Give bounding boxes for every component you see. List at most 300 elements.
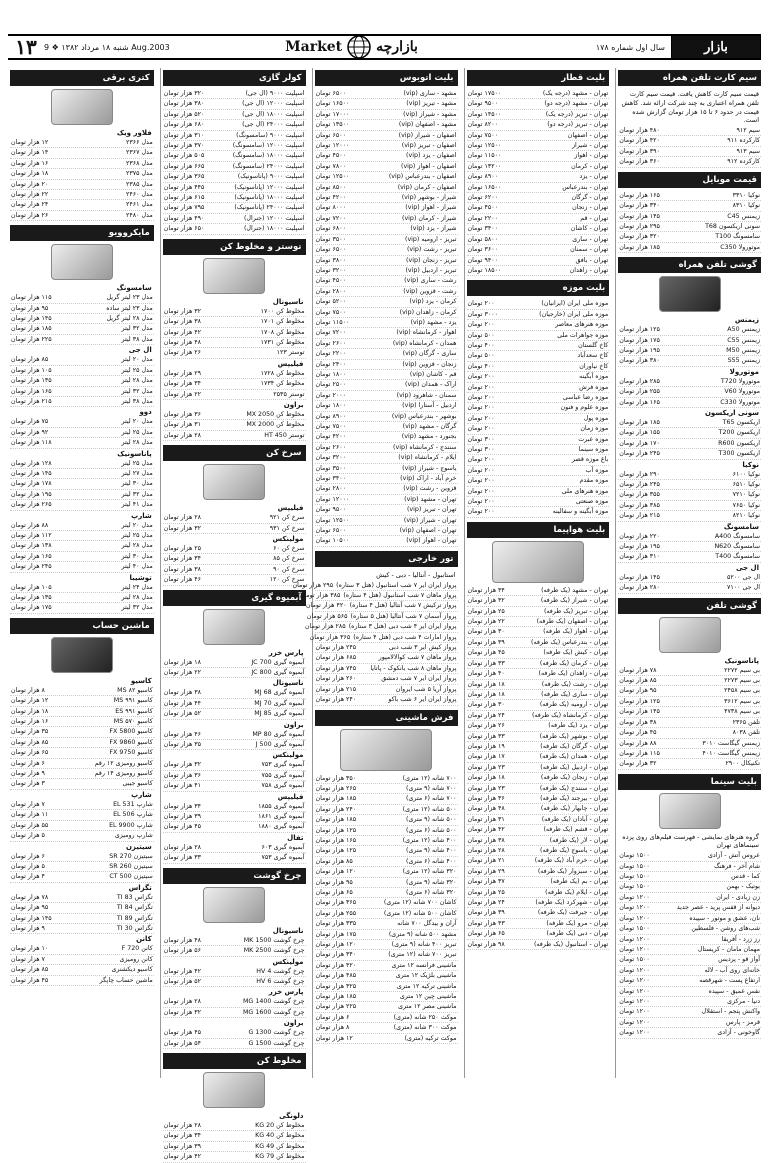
item-name: قم - کاشان (vip) <box>409 370 457 378</box>
item-name: ال جی ۵۲۰۰ <box>727 573 760 581</box>
item-price: ۳۴ هزار تومان <box>163 380 202 388</box>
item-name: مدل ۲۸ لیتر <box>121 542 153 550</box>
price-row <box>315 245 458 255</box>
item-price: ۳۳۵ هزار تومان <box>315 920 357 928</box>
item-price: ۳۸ هزار تومان <box>163 689 202 697</box>
section-heading: گوشی تلفن همراه <box>618 257 761 273</box>
item-name: تهران - سمنان <box>570 246 609 254</box>
item-price: ۳۰ هزار تومان <box>467 701 505 709</box>
item-price: ۱۲۰۰۰ تومان <box>315 142 350 150</box>
item-name: آبمیوه گیری MJ 85 <box>254 710 305 718</box>
price-row <box>618 439 761 449</box>
item-price: ۳۶ هزار تومان <box>467 794 505 802</box>
price-row <box>163 214 306 224</box>
item-name: آبمیوه گیری MJ 70 <box>254 699 305 707</box>
price-row <box>467 888 610 898</box>
price-row <box>163 1121 306 1131</box>
price-column <box>615 68 761 1078</box>
item-name: سرخ کن ۶۰ <box>273 544 305 552</box>
item-name: کاسیو جیبی <box>122 780 153 788</box>
price-section <box>618 172 761 253</box>
price-row <box>467 507 610 517</box>
item-name: ۴۰۰ شانه (۹ متری) <box>406 847 457 855</box>
price-section <box>163 445 306 585</box>
item-price: ۸۵ هزار تومان <box>619 677 657 685</box>
item-name: اسپلیت ۲۴۰۰۰ (سامسونگ) <box>232 162 305 170</box>
brand-subheading: پارس خزر <box>268 988 304 997</box>
item-name: تهران - گرگان <box>571 194 609 202</box>
price-row <box>10 852 154 862</box>
price-row <box>163 822 306 832</box>
section-description: قیمت سیم کارت کاهش یافت. قیمت سیم کارت تلفن همراه اعتباری به چند شرکت ارائه شد. کاهش قیمت در حدود ۶ تا ۱۵ هزار تومان گزارش شده است. <box>621 90 759 125</box>
item-name: آبمیوه گیری ۷۵۳ <box>261 854 305 862</box>
price-row <box>618 893 761 903</box>
item-name: اهواز - کرمانشاه (vip) <box>396 329 457 337</box>
item-name: اصفهان - اهواز (vip) <box>400 162 457 170</box>
price-row <box>163 162 306 172</box>
section-heading: سیم کارت تلفن همراه <box>618 70 761 86</box>
item-price: ۲۰۰ تومان <box>467 393 495 401</box>
item-price: ۸۹۰۰ تومان <box>467 173 498 181</box>
item-name: اسپلیت ۱۲۰۰۰ (جنرال) <box>243 214 305 222</box>
page-number: ۱۳ <box>15 35 37 59</box>
price-row <box>163 936 306 946</box>
item-price: ۱۴۵ هزار تومان <box>11 914 52 922</box>
item-price: ۱۶۵ هزار تومان <box>11 387 52 395</box>
item-price: ۸۹۰۰ تومان <box>315 412 346 420</box>
item-name: چرخ گوشت MK 2500 <box>243 947 305 955</box>
item-name: مدل ۳۸ لیتر <box>121 335 153 343</box>
item-name: تهران - قشم (یک طرفه) <box>543 826 609 834</box>
price-row <box>315 484 458 494</box>
price-row <box>467 331 610 341</box>
brand-subheading: دوو <box>139 408 152 417</box>
item-price: ۲۴ هزار تومان <box>11 201 49 209</box>
item-price: ۸۵ هزار تومان <box>315 857 353 865</box>
item-name: تبریز - ارومیه (vip) <box>404 235 457 243</box>
item-price: ۱۲۵۰۰ تومان <box>467 142 502 150</box>
item-name: نان، عشق و موتور - سپیده <box>689 914 760 922</box>
item-price: ۶۵۰ هزار تومان <box>163 225 205 233</box>
price-row <box>315 940 458 950</box>
mobile-phone-icon <box>659 276 721 312</box>
item-name: تهران - رشت (یک طرفه) <box>541 680 609 688</box>
item-name: تهران - بوشهر (یک طرفه) <box>539 732 609 740</box>
item-name: اریکسون T300 <box>718 450 760 458</box>
item-price: ۳۱۰ هزار تومان <box>619 553 660 561</box>
item-name: اسپلیت ۱۸۰۰۰ (سامسونگ) <box>232 152 305 160</box>
price-row <box>467 341 610 351</box>
item-price: ۱۸ هزار تومان <box>467 690 505 698</box>
price-row <box>163 348 306 358</box>
item-name: سیم ۹۱۳ <box>736 147 760 155</box>
item-price: ۳۸ هزار تومان <box>467 836 505 844</box>
price-row <box>467 266 610 276</box>
price-row <box>315 878 458 888</box>
item-name: بی سیم ۲۲۷۲ <box>724 666 760 674</box>
price-row <box>10 903 154 913</box>
item-name: نوکیا ۷۲۱۰ <box>732 491 760 499</box>
item-price: ۳۲ هزار تومان <box>467 597 505 605</box>
item-name: خانه‌ای روی آب - لاله <box>704 966 760 974</box>
item-name: چرخ گوشت MK 1500 <box>243 936 305 944</box>
item-name: تهران - دبی (یک طرفه) <box>546 930 609 938</box>
price-row <box>315 815 458 825</box>
item-price: ۳۴ هزار تومان <box>163 555 202 563</box>
item-price: ۲۱۵ هزار تومان <box>11 397 52 405</box>
item-price: ۱۲۸ هزار تومان <box>11 459 52 467</box>
item-name: تهران - مشهد (یک طرفه) <box>541 586 609 594</box>
item-name: تهران - اهواز (vip) <box>406 537 457 545</box>
item-name: مدل ۲۰ لیتر <box>121 418 153 426</box>
item-price: ۲۵۵ هزار تومان <box>619 388 660 396</box>
item-price: ۵۴ هزار تومان <box>163 1039 202 1047</box>
price-row <box>315 685 458 695</box>
item-price: ۱۵۰۰ تومان <box>619 956 650 964</box>
item-price: ۲۲ هزار تومان <box>163 669 202 676</box>
item-price: ۵ هزار تومان <box>11 832 45 840</box>
item-price: ۲۸ هزار تومان <box>163 431 202 439</box>
item-name: تگزاس TI 83 <box>116 893 153 901</box>
price-row <box>315 1002 458 1012</box>
item-name: تهران - بافق <box>575 256 609 264</box>
price-row <box>315 474 458 484</box>
item-price: ۲۰۰ تومان <box>467 383 495 391</box>
price-row <box>467 193 610 203</box>
price-row <box>618 243 761 253</box>
item-name: اسپلیت ۹۰۰۰ (پاناسونیک) <box>237 173 305 181</box>
item-price: ۱۸ هزار تومان <box>467 774 505 782</box>
price-row <box>618 882 761 892</box>
price-row <box>10 190 154 200</box>
item-price: ۵۸۰۰ تومان <box>467 235 498 243</box>
item-name: موزه مقدم <box>579 477 609 485</box>
item-name: پرواز کیش ایر ۳ شب دبی <box>388 644 457 652</box>
item-price: ۳۳ هزار تومان <box>467 732 505 740</box>
price-section <box>315 70 458 547</box>
item-price: ۷۹۵ هزار تومان <box>163 204 205 212</box>
item-name: مدل ۲۵ لیتر <box>121 531 153 539</box>
item-name: تهران - اصفهان <box>567 131 609 139</box>
item-price: ۱۱۸ هزار تومان <box>11 439 52 447</box>
item-name: مدل ۲۴۶۰ <box>125 191 153 199</box>
brand-subheading: ال جی <box>128 346 152 355</box>
price-row <box>163 110 306 120</box>
item-name: قزوین - رشت (vip) <box>403 485 457 493</box>
item-name: خرم آباد - اراک (vip) <box>400 475 457 483</box>
price-row <box>467 383 610 393</box>
item-price: ۱۴۵ هزار تومان <box>11 315 52 323</box>
item-price: ۱۲۵۰۰ تومان <box>315 173 350 181</box>
item-price: ۴۲۰۰ تومان <box>315 194 346 202</box>
price-row <box>315 1034 458 1044</box>
price-row <box>10 200 154 210</box>
brand-subheading: پاناسونیک <box>117 449 152 458</box>
price-section <box>163 239 306 441</box>
item-price: ۱۶۵۰۰ تومان <box>315 100 350 108</box>
price-row <box>467 235 610 245</box>
price-row <box>10 355 154 365</box>
item-name: تهران - لار (یک طرفه) <box>549 836 609 844</box>
price-section <box>10 225 154 614</box>
price-row <box>10 831 154 841</box>
item-price: ۵۵ هزار تومان <box>11 821 49 829</box>
item-name: یزد - مشهد (vip) <box>410 318 457 326</box>
item-price: ۹۸ هزار تومان <box>467 940 505 948</box>
item-name: اسپلیت ۱۲۰۰۰ (ال جی) <box>242 100 305 108</box>
item-name: کاخ نیاوران <box>579 362 609 370</box>
section-heading: سرخ کن <box>163 445 306 461</box>
item-price: ۶۱۵ هزار تومان <box>163 194 205 202</box>
item-price: ۲۸ هزار تومان <box>163 514 202 522</box>
price-row <box>315 266 458 276</box>
price-row <box>315 276 458 286</box>
item-name: تهران - خرم آباد (یک طرفه) <box>534 857 609 865</box>
price-row <box>467 224 610 234</box>
item-name: مشهد - ساری (vip) <box>403 90 457 97</box>
item-price: ۲۴۵ هزار تومان <box>619 450 660 458</box>
item-name: موتورولا V60 <box>724 388 760 396</box>
brand-subheading: سامسونگ <box>116 284 152 293</box>
item-price: ۱۲۰۰ تومان <box>619 893 650 901</box>
item-price: ۶۵ هزار تومان <box>467 930 505 938</box>
item-name: مدل ۲۵ لیتر <box>121 366 153 374</box>
item-price: ۴۸۰ هزار تومان <box>619 127 660 135</box>
item-price: ۲۰۰ تومان <box>467 425 495 433</box>
price-row <box>618 872 761 882</box>
item-name: کاسیو FX 9860 <box>109 738 153 746</box>
item-price: ۸۸ هزار تومان <box>619 739 657 747</box>
item-name: موزه پول <box>583 414 609 422</box>
item-price: ۱۲۰۰ تومان <box>619 997 650 1005</box>
item-name: مهمان مامان - کریستال <box>697 945 760 953</box>
item-price: ۹۵ هزار تومان <box>11 304 49 312</box>
price-section <box>163 70 306 235</box>
item-price: ۳۰۰ تومان <box>467 446 495 453</box>
item-name: تهران - کرمانشاه (یک طرفه) <box>531 711 609 719</box>
price-row <box>10 148 154 158</box>
price-row <box>618 583 761 593</box>
price-row <box>10 304 154 314</box>
item-name: شارپ رومیزی <box>114 832 153 840</box>
item-price: ۴۵۰۰ تومان <box>315 152 346 160</box>
item-name: ۷۰۰ شانه (۱۲ متری) <box>402 774 457 782</box>
item-name: ساری - گرگان (vip) <box>402 350 457 358</box>
item-name: اسپلیت ۹۰۰۰ (سامسونگ) <box>236 131 305 139</box>
item-price: ۲۰۰ تومان <box>467 321 495 329</box>
item-name: تهران - یزد (یک طرفه) <box>548 722 609 730</box>
price-row <box>618 976 761 986</box>
item-name: کاسیو FX 5800 <box>109 728 153 736</box>
price-row <box>10 376 154 386</box>
item-price: ۱۰۵ هزار تومان <box>11 366 52 374</box>
item-price: ۵ هزار تومان <box>11 862 45 870</box>
item-name: مخلوط کن KG 40 <box>255 1132 305 1140</box>
price-row <box>163 709 306 719</box>
item-name: کرمان - زاهدان (vip) <box>399 308 457 316</box>
brand-subheading: توشیبا <box>129 573 152 582</box>
item-name: سرخ کن ۱۲۰ <box>269 576 305 584</box>
price-row <box>618 232 761 242</box>
globe-icon <box>346 34 372 60</box>
price-row <box>10 800 154 810</box>
item-price: ۱۵۵ هزار تومان <box>619 429 660 437</box>
item-name: شارپ EL 531 <box>113 800 153 808</box>
item-price: ۱۵۰۰ تومان <box>619 925 650 933</box>
price-row <box>163 369 306 379</box>
price-row <box>315 287 458 297</box>
price-row <box>10 924 154 934</box>
item-name: اراک - همدان (vip) <box>404 381 457 389</box>
item-name: تهران - زاهدان <box>569 266 609 274</box>
price-row <box>10 335 154 345</box>
price-row <box>315 1023 458 1033</box>
item-price: ۱۹۵ هزار تومان <box>11 490 52 498</box>
item-price: ۱۱۲ هزار تومان <box>11 531 52 539</box>
price-row <box>163 524 306 534</box>
item-name: کاسیو دیکشنری <box>111 966 153 974</box>
price-row <box>618 707 761 717</box>
price-row <box>309 633 458 643</box>
item-price: ۱۸۵۰۰ تومان <box>467 266 502 274</box>
price-row <box>618 966 761 976</box>
price-row <box>467 110 610 120</box>
price-row <box>467 763 610 773</box>
item-name: اردبیل - آستارا (vip) <box>402 402 457 410</box>
item-price: ۶ هزار تومان <box>315 1013 350 1021</box>
item-price: ۵۲۰۰ تومان <box>315 298 346 306</box>
price-row <box>163 843 306 853</box>
calculator-icon <box>51 637 113 673</box>
item-price: ۳۵۰۰ تومان <box>315 464 346 472</box>
section-latin: Market <box>285 39 343 55</box>
item-name: سرخ کن ۹۰ <box>273 565 305 573</box>
price-row <box>315 235 458 245</box>
price-row <box>10 748 154 758</box>
price-row <box>467 487 610 497</box>
item-name: تهران - تبریز (درجه دو) <box>547 121 609 129</box>
item-price: ۲۰ هزار تومان <box>11 180 49 188</box>
item-name: مخلوط کن KG 20 <box>255 1121 305 1129</box>
item-name: زیمنس A50 <box>727 326 760 334</box>
price-section <box>618 257 761 594</box>
cinema-ticket-icon <box>659 793 721 829</box>
price-row <box>10 976 154 986</box>
item-price: ۳۲۰ هزار تومان <box>619 233 660 241</box>
item-price: ۲۸ هزار تومان <box>163 843 202 851</box>
kettle-icon <box>51 89 113 125</box>
item-name: پرواز ایران ایر ۶ شب باکو <box>388 696 457 704</box>
item-name: کرمان - یزد (vip) <box>409 298 457 306</box>
item-price: ۲۴۰ هزار تومان <box>315 805 357 813</box>
item-price: ۲۸۰۰ تومان <box>315 485 346 493</box>
item-price: ۴۹۰ هزار تومان <box>163 214 205 222</box>
price-row <box>618 1028 761 1038</box>
item-price: ۱۰ هزار تومان <box>11 945 49 953</box>
item-price: ۱۸۵ هزار تومان <box>315 993 357 1001</box>
item-name: ۵۰۰ شانه (۶ متری) <box>406 826 457 834</box>
item-price: ۶۲۰۰ تومان <box>467 194 498 202</box>
item-price: ۱۲۰۰۰ تومان <box>315 495 350 503</box>
item-price: ۲۹ هزار تومان <box>163 369 202 377</box>
item-name: زیمنس S55 <box>727 357 760 365</box>
price-row <box>315 505 458 515</box>
brand-subheading: فیلیپس <box>277 504 304 513</box>
item-name: آبمیوه گیری JC 700 <box>251 658 305 666</box>
price-row <box>467 320 610 330</box>
item-price: ۱۳۸ هزار تومان <box>11 542 52 550</box>
item-name: کاشان ۵۰۰ شانه (۱۲ متری) <box>383 909 457 917</box>
price-row <box>467 172 610 182</box>
item-price: ۱۲۵ هزار تومان <box>619 697 660 705</box>
price-row <box>618 728 761 738</box>
item-price: ۲۳ هزار تومان <box>467 763 505 771</box>
item-price: ۴۲۰ هزار تومان <box>619 137 660 145</box>
price-row <box>467 794 610 804</box>
price-row <box>467 638 610 648</box>
price-row <box>618 945 761 955</box>
price-row <box>618 480 761 490</box>
item-name: شارپ EL 9900 <box>109 821 153 829</box>
item-price: ۷۲۰۰ تومان <box>315 214 346 222</box>
price-row <box>315 318 458 328</box>
item-name: اریکسون T200 <box>718 429 760 437</box>
price-row <box>10 169 154 179</box>
item-name: پرواز ماهان ۷ شب استانبول (هتل ۴ ستاره) <box>343 592 457 600</box>
price-row <box>315 898 458 908</box>
item-name: تهران - تبریز (vip) <box>406 506 457 514</box>
item-price: ۷۲۰۰ تومان <box>315 329 346 337</box>
item-name: شیراز - یزد (vip) <box>410 225 457 233</box>
item-name: ارتفاع پست - شهرقصه <box>699 977 760 985</box>
item-name: اسپلیت ۲۴۰۰۰ (پاناسونیک) <box>234 204 305 212</box>
price-row <box>618 862 761 872</box>
item-price: ۱۸۵ هزار تومان <box>619 418 660 426</box>
item-name: سیم ۹۱۲ <box>736 127 760 135</box>
item-name: مدل ۳۰ لیتر <box>121 552 153 560</box>
item-name: سونی اریکسون T68 <box>705 222 760 230</box>
item-price: ۱۲۰۰ تومان <box>619 945 650 953</box>
item-price: ۲۶ هزار تومان <box>11 211 49 219</box>
price-row <box>315 774 458 784</box>
item-name: شیراز - بوشهر (vip) <box>401 194 457 202</box>
section-description: استانبول - آنتالیا - دبی - کیش <box>376 570 456 579</box>
item-name: تلفن ۲۳۶۵ <box>732 718 760 726</box>
price-row <box>163 390 306 400</box>
item-price: ۱۳۲۰۰ تومان <box>467 162 502 170</box>
price-row <box>315 151 458 161</box>
item-name: مدل ۳۲ لیتر <box>121 490 153 498</box>
price-row <box>163 853 306 863</box>
item-price: ۸ هزار تومان <box>11 686 45 694</box>
item-price: ۱۲۰۰ تومان <box>619 914 650 922</box>
item-price: ۱۲ هزار تومان <box>315 1034 353 1042</box>
item-price: ۳۰۰ تومان <box>467 435 495 443</box>
juicer-icon <box>203 609 265 645</box>
item-name: تهران - مشهد (درجه یک) <box>542 90 609 97</box>
item-price: ۷۵۰۰ تومان <box>315 423 346 430</box>
brand-subheading: فیلیپس <box>277 359 304 368</box>
item-name: موزه آبگینه <box>579 373 609 381</box>
price-row <box>467 120 610 130</box>
item-name: تهران - ساری (یک طرفه) <box>541 690 609 698</box>
item-price: ۱۲۰۰ تومان <box>619 1018 650 1026</box>
price-row <box>467 648 610 658</box>
item-price: ۲۴۰ هزار تومان <box>315 696 357 704</box>
price-row <box>10 872 154 882</box>
item-name: موزه صنعتی <box>575 498 609 506</box>
price-row <box>10 717 154 727</box>
